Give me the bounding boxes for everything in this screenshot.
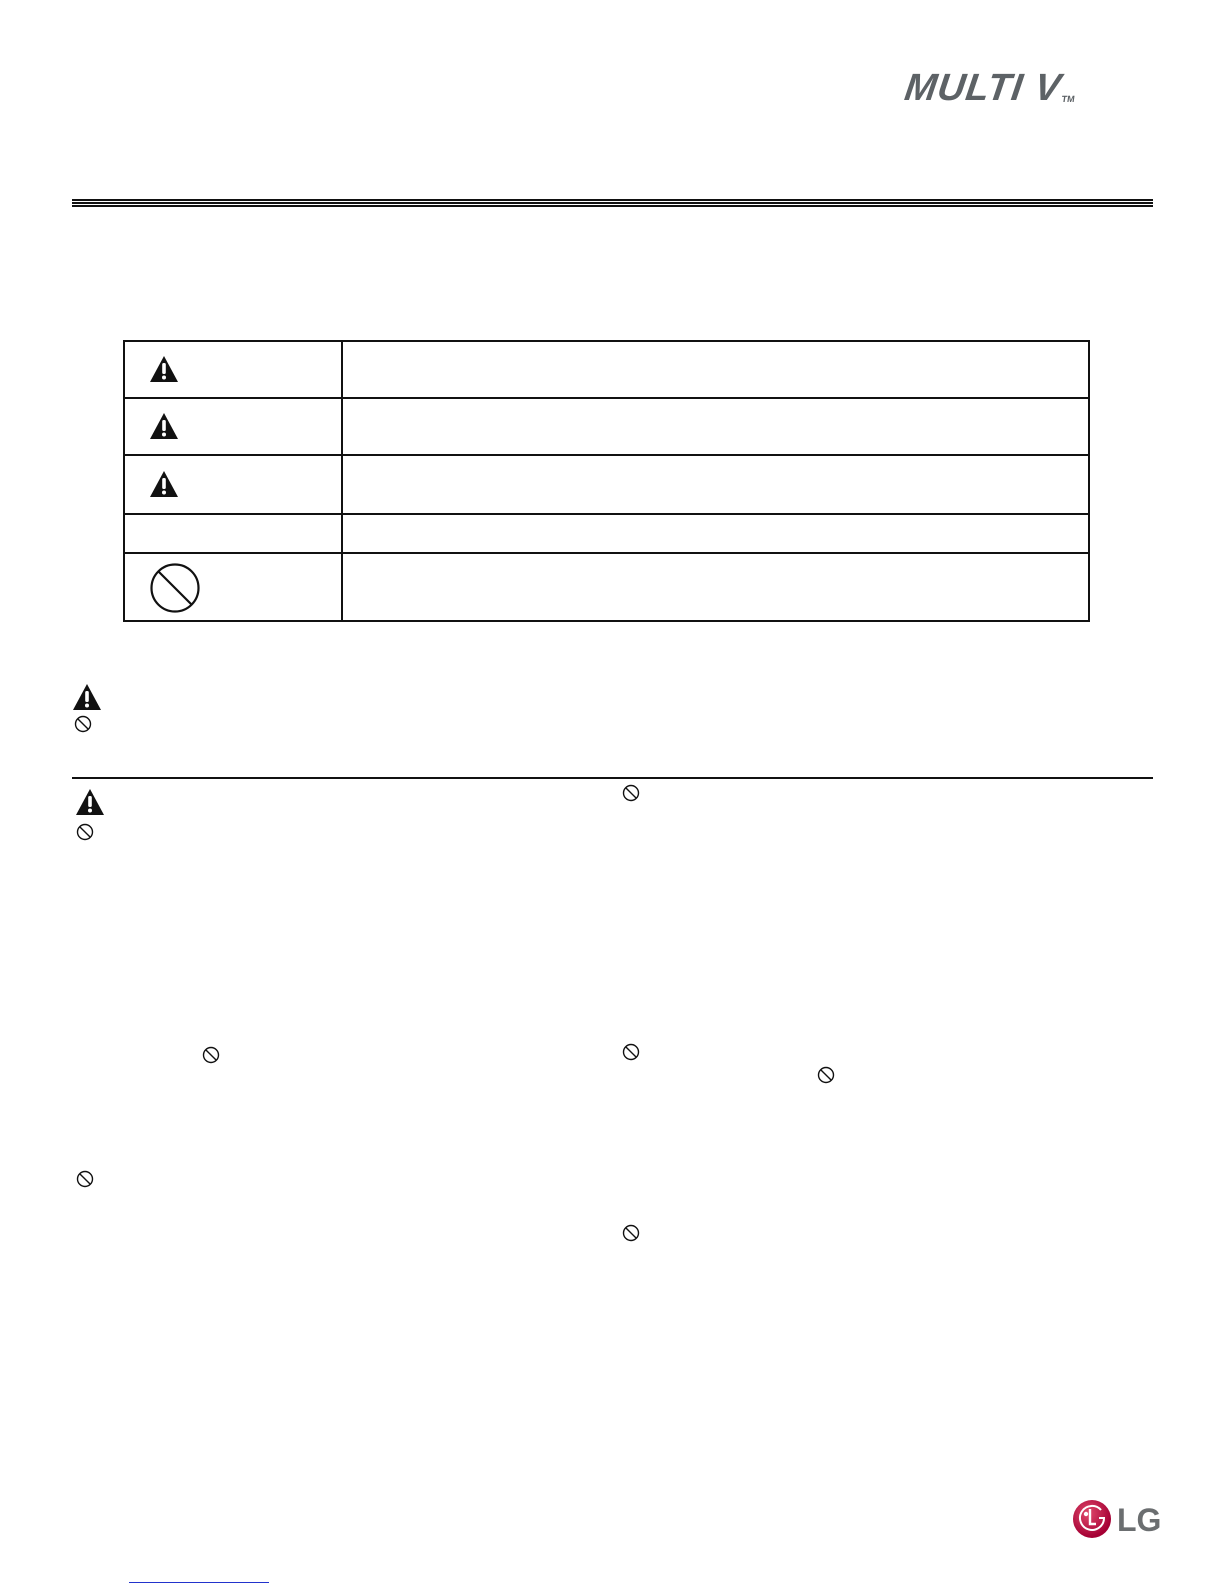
legend-icon-cell [124, 398, 342, 455]
section-divider [72, 777, 1153, 779]
prohibited-icon [76, 1170, 94, 1188]
legend-description-cell [342, 514, 1089, 553]
legend-description-cell [342, 341, 1089, 398]
legend-row-danger [124, 341, 1089, 398]
warning-triangle-icon [149, 355, 179, 383]
lg-wordmark: LG [1117, 1502, 1162, 1538]
warning-triangle-icon [75, 788, 105, 816]
prohibited-icon [149, 562, 201, 614]
footer-link[interactable] [129, 1582, 269, 1583]
legend-icon-cell [124, 455, 342, 514]
legend-icon-cell [124, 514, 342, 553]
legend-row-warning [124, 398, 1089, 455]
prohibited-icon [622, 1224, 640, 1242]
legend-icon-cell [124, 553, 342, 621]
legend-row-prohibited [124, 553, 1089, 621]
prohibited-icon [622, 784, 640, 802]
legend-description-cell [342, 455, 1089, 514]
legend-icon-cell [124, 341, 342, 398]
warning-triangle-icon [72, 683, 102, 711]
prohibited-icon [76, 823, 94, 841]
safety-legend-table [123, 340, 1090, 622]
header-rule [72, 199, 1153, 208]
warning-triangle-icon [149, 470, 179, 498]
prohibited-icon [622, 1043, 640, 1061]
legend-description-cell [342, 398, 1089, 455]
legend-row-note [124, 514, 1089, 553]
lg-face-icon [1073, 1500, 1111, 1538]
legend-description-cell [342, 553, 1089, 621]
prohibited-icon [74, 715, 92, 733]
prohibited-icon [202, 1046, 220, 1064]
lg-logo [1073, 1500, 1162, 1540]
warning-triangle-icon [149, 412, 179, 440]
multi-v-logo: MULTI VTM [902, 67, 1076, 109]
legend-row-caution [124, 455, 1089, 514]
prohibited-icon [817, 1066, 835, 1084]
